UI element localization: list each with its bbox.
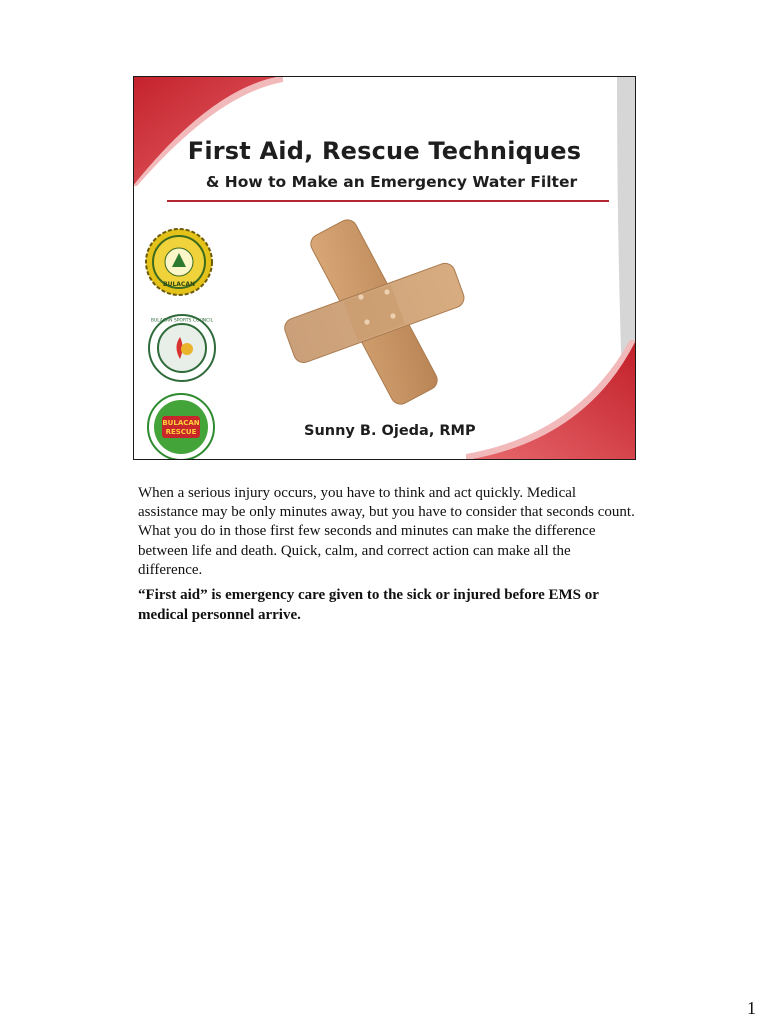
slide-thumbnail xyxy=(133,76,636,460)
svg-text:RESCUE: RESCUE xyxy=(165,428,197,436)
page-number: 1 xyxy=(747,998,756,1018)
sports-council-seal-logo xyxy=(147,313,217,383)
first-aid-definition: “First aid” is emergency care given to the sick or injured before EMS or medical personnel arrive. xyxy=(138,587,599,624)
slide-author: Sunny B. Ojeda, RMP xyxy=(304,423,476,439)
red-corner-decoration-bottom xyxy=(466,340,636,460)
svg-text:BULACAN SPORTS COUNCIL: BULACAN SPORTS COUNCIL xyxy=(150,318,214,324)
slide-subtitle: & How to Make an Emergency Water Filter xyxy=(205,173,578,191)
svg-text:BULACAN: BULACAN xyxy=(162,419,200,427)
bandage-cross-image xyxy=(279,212,469,412)
svg-text:BULACAN: BULACAN xyxy=(163,281,195,288)
notes-section xyxy=(138,484,638,625)
slide-title: First Aid, Rescue Techniques xyxy=(187,137,582,165)
notes-paragraph: When a serious injury occurs, you have to think and act quickly. Medical assistance may be only minutes away, but you have to consider that seconds count. What you do in those first few seconds and minutes can make the difference between life and death. Quick, calm, and correct action can make all the difference. xyxy=(138,485,635,578)
red-corner-decoration xyxy=(133,76,283,186)
bulacan-seal-logo xyxy=(144,227,214,297)
title-divider xyxy=(167,200,609,202)
rescue-seal-logo xyxy=(146,392,216,460)
